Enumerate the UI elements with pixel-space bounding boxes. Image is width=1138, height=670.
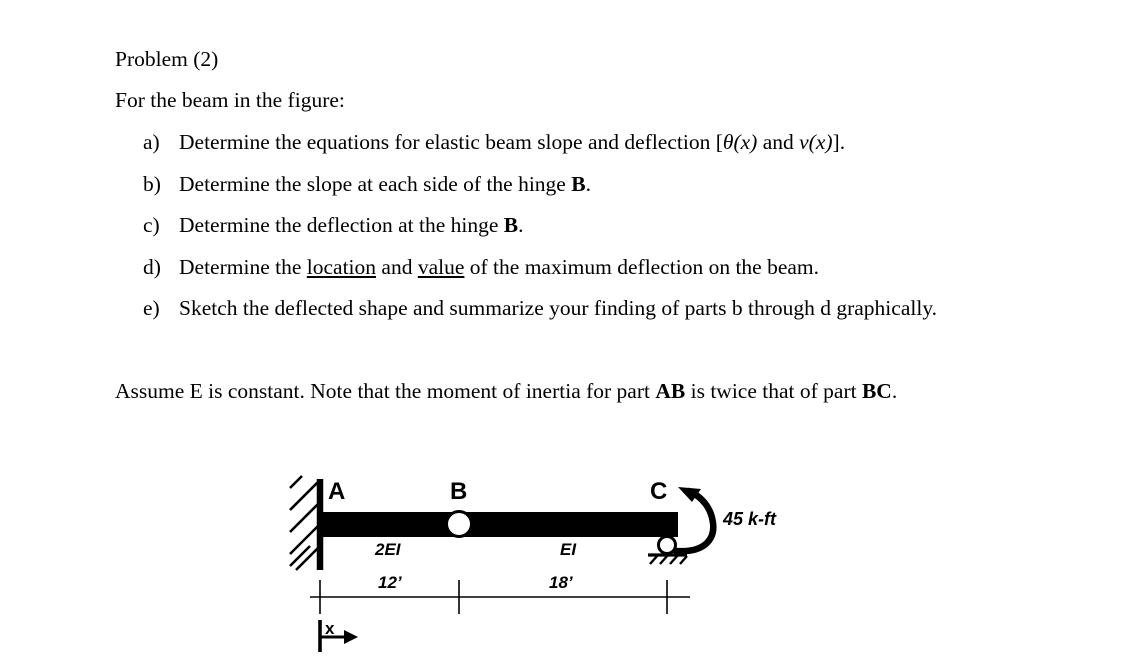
li-d-pre: Determine the <box>179 255 307 279</box>
moment-load-label: 45 k-ft <box>723 509 777 529</box>
li-d-location: location <box>306 255 377 279</box>
beam-segment-bc <box>456 512 678 537</box>
assume-part2: is twice that of part <box>685 379 862 403</box>
stiffness-label-bc: EI <box>560 540 577 559</box>
stiffness-label-ab: 2EI <box>375 540 401 559</box>
beam-segment-ab <box>320 512 460 537</box>
assume-bc: BC <box>861 379 892 403</box>
dimension-label-bc: 18’ <box>549 573 573 592</box>
dimension-label-ab: 12’ <box>378 573 402 592</box>
li-d-value: value <box>417 255 465 279</box>
assume-ab: AB <box>655 379 686 403</box>
list-marker-c: c) <box>143 213 160 237</box>
list-text-e: Sketch the deflected shape and summarize your finding of parts b through d graphically. <box>179 296 938 320</box>
node-label-b: B <box>450 478 468 505</box>
x-axis-label: x <box>325 619 335 638</box>
li-a-pre: Determine the equations for elastic beam slope and deflection [ <box>179 130 723 154</box>
list-marker-b: b) <box>143 172 161 196</box>
internal-hinge-icon <box>447 512 472 537</box>
li-a-arg1: (x) <box>733 130 758 154</box>
list-marker-d: d) <box>143 255 161 279</box>
node-label-a: A <box>328 478 346 505</box>
list-marker-e: e) <box>143 296 160 320</box>
list-marker-a: a) <box>143 130 160 154</box>
x-axis-arrowhead-icon <box>344 630 358 644</box>
li-a-v: v <box>799 130 809 154</box>
li-c-pre: Determine the deflection at the hinge <box>179 213 504 237</box>
li-a-theta: θ <box>722 130 734 154</box>
li-a-arg2: (x) <box>808 130 833 154</box>
intro-line: For the beam in the figure: <box>115 88 345 112</box>
fixed-support-hatching <box>290 476 318 570</box>
li-b-post: . <box>585 172 591 196</box>
node-label-c: C <box>650 478 668 505</box>
assume-part3: . <box>891 379 898 403</box>
li-b-pre: Determine the slope at each side of the hinge <box>179 172 572 196</box>
li-d-post: of the maximum deflection on the beam. <box>464 255 820 279</box>
li-b-node: B <box>571 172 586 196</box>
li-d-mid: and <box>376 255 418 279</box>
li-c-node: B <box>503 213 519 237</box>
li-c-post: . <box>518 213 524 237</box>
li-a-and: and <box>757 130 800 154</box>
moment-arrow-icon <box>676 491 713 551</box>
page-title: Problem (2) <box>115 47 219 71</box>
assume-part1: Assume E is constant. Note that the moment of inertia for part <box>115 379 656 403</box>
li-a-post: ]. <box>832 130 846 154</box>
